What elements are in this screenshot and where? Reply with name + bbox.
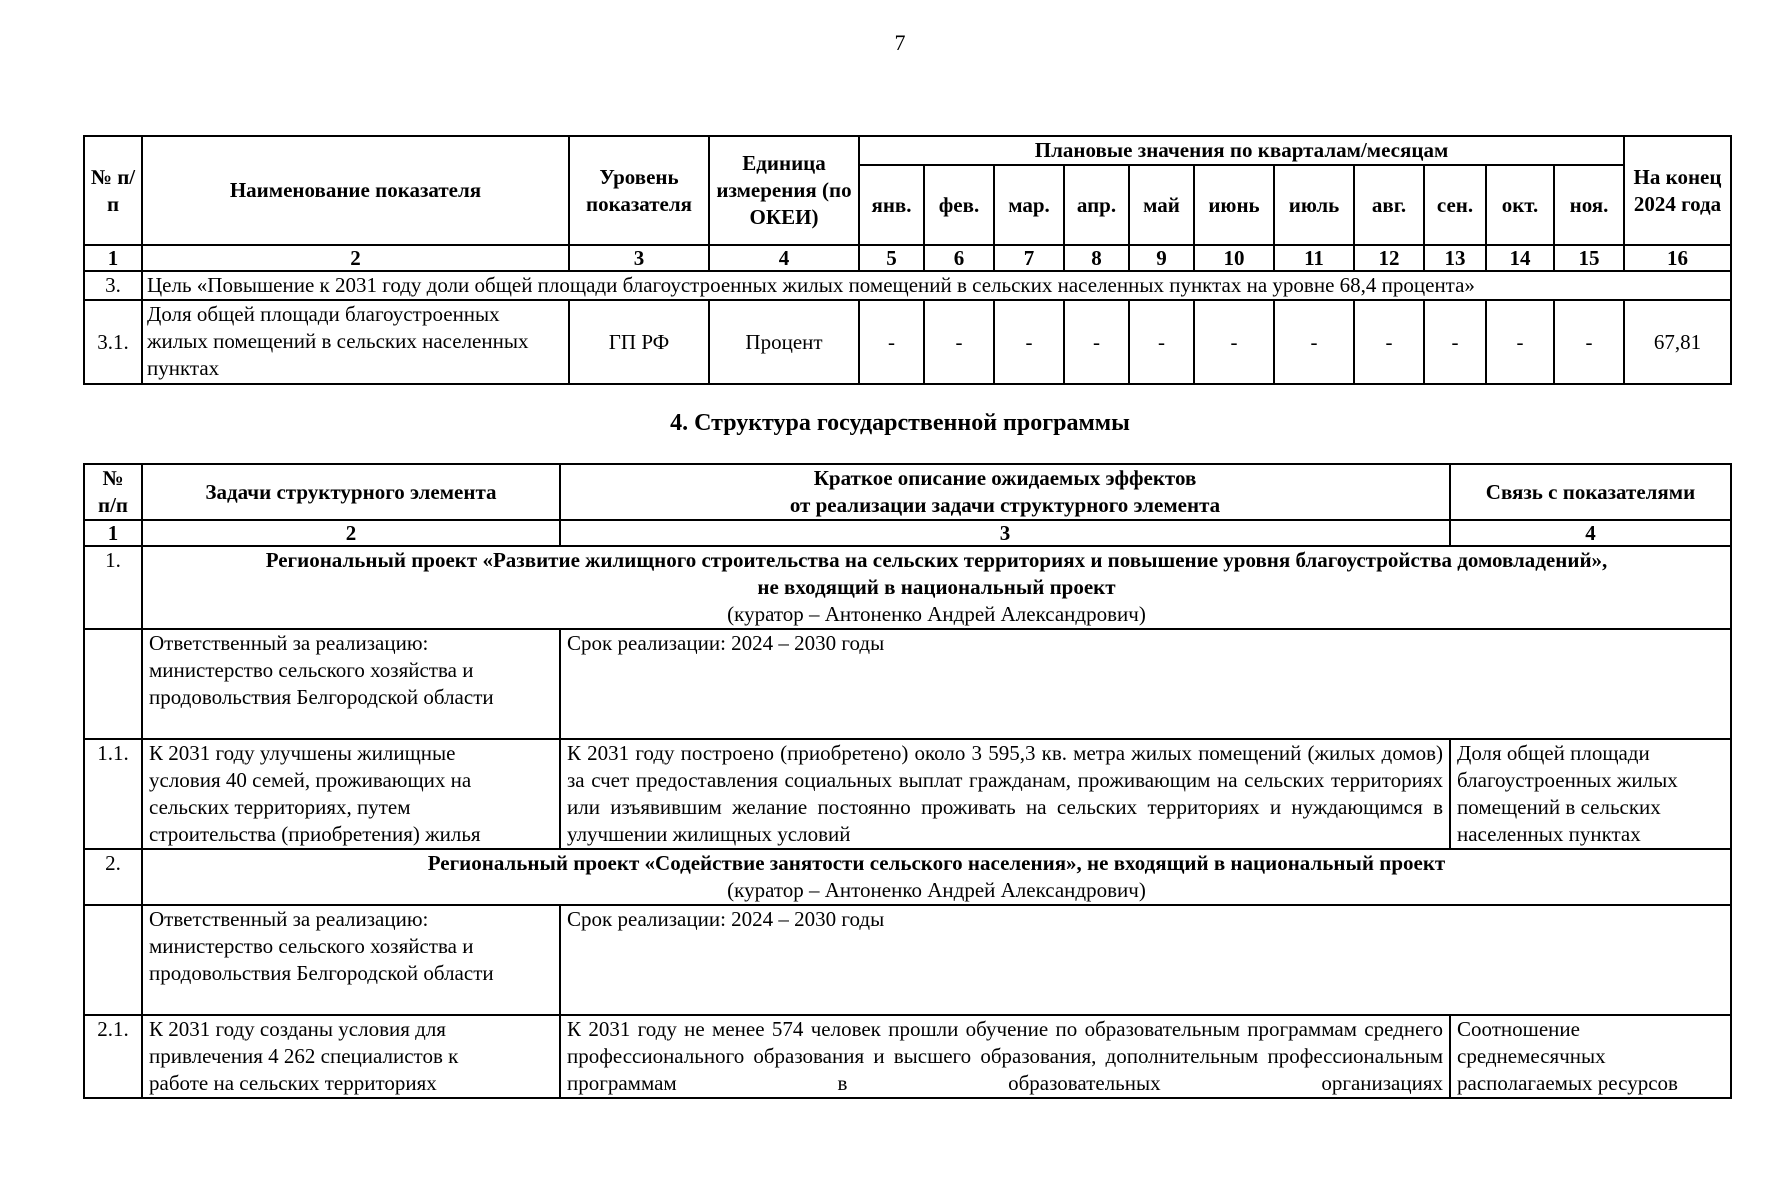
- task-link: Соотношение среднемесячных располагаемых ресурсов: [1450, 1015, 1731, 1098]
- column-number: 8: [1064, 245, 1129, 271]
- column-number: 3: [560, 520, 1450, 546]
- header-month: июль: [1274, 165, 1354, 245]
- indicator-month-value: -: [1424, 300, 1486, 384]
- column-number: 13: [1424, 245, 1486, 271]
- column-number: 1: [84, 245, 142, 271]
- project-term: Срок реализации: 2024 – 2030 годы: [560, 629, 1731, 739]
- header-month: мар.: [994, 165, 1064, 245]
- column-number: 1: [84, 520, 142, 546]
- structure-table: [83, 463, 1732, 1099]
- project-title-cell: [142, 849, 1731, 905]
- indicator-month-value: -: [1274, 300, 1354, 384]
- header-planned: Плановые значения по кварталам/месяцам: [859, 136, 1624, 165]
- header-month: фев.: [924, 165, 994, 245]
- empty-cell: [84, 629, 142, 739]
- indicator-month-value: -: [1554, 300, 1624, 384]
- empty-cell: [84, 905, 142, 1015]
- column-number: 11: [1274, 245, 1354, 271]
- header-effects-line2: от реализации задачи структурного элемента: [789, 493, 1221, 517]
- header-month: янв.: [859, 165, 924, 245]
- indicators-table: [83, 135, 1732, 385]
- indicator-month-value: -: [1194, 300, 1274, 384]
- indicator-name: Доля общей площади благоустроенных жилых помещений в сельских населенных пунктах: [142, 300, 569, 384]
- column-number: 14: [1486, 245, 1554, 271]
- indicator-month-value: -: [924, 300, 994, 384]
- column-number: 4: [1450, 520, 1731, 546]
- header-month: апр.: [1064, 165, 1129, 245]
- column-number: 16: [1624, 245, 1731, 271]
- column-number: 9: [1129, 245, 1194, 271]
- goal-num: 3.: [84, 271, 142, 300]
- header-level: Уровень показателя: [569, 136, 709, 245]
- page-number: 7: [894, 30, 906, 55]
- goal-text: Цель «Повышение к 2031 году доли общей площади благоустроенных жилых помещений в сельских населенных пунктах на уровне 68,4 процента»: [142, 271, 1731, 300]
- indicator-month-value: -: [1129, 300, 1194, 384]
- header-month: окт.: [1486, 165, 1554, 245]
- task-text: К 2031 году созданы условия для привлечения 4 262 специалистов к работе на сельских территориях: [142, 1015, 560, 1098]
- column-number: 15: [1554, 245, 1624, 271]
- header-month: июнь: [1194, 165, 1274, 245]
- header-month: май: [1129, 165, 1194, 245]
- project-curator: (куратор – Антоненко Андрей Александрович): [727, 602, 1146, 626]
- project-curator: (куратор – Антоненко Андрей Александрович): [727, 878, 1146, 902]
- indicator-month-value: -: [994, 300, 1064, 384]
- project-num: 1.: [84, 546, 142, 629]
- header-effects: [560, 464, 1450, 520]
- task-link: Доля общей площади благоустроенных жилых помещений в сельских населенных пунктах: [1450, 739, 1731, 849]
- project-term: Срок реализации: 2024 – 2030 годы: [560, 905, 1731, 1015]
- column-number: 12: [1354, 245, 1424, 271]
- indicator-month-value: -: [1354, 300, 1424, 384]
- project-responsible: Ответственный за реализацию: министерство сельского хозяйства и продовольствия Белгородской области: [142, 629, 560, 739]
- indicator-end-year-value: 67,81: [1624, 300, 1731, 384]
- header-link: Связь с показателями: [1450, 464, 1731, 520]
- indicator-level: ГП РФ: [569, 300, 709, 384]
- header-effects-line1: Краткое описание ожидаемых эффектов: [813, 466, 1197, 490]
- task-effect: К 2031 году не менее 574 человек прошли обучение по образовательным программам среднего профессионального образования и высшего образования, дополнительным профессиональным программам в образовательных организациях: [560, 1015, 1450, 1098]
- column-number: 7: [994, 245, 1064, 271]
- section-title: 4. Структура государственной программы: [670, 410, 1130, 436]
- column-number: 2: [142, 245, 569, 271]
- column-number: 5: [859, 245, 924, 271]
- column-number: 4: [709, 245, 859, 271]
- project-responsible: Ответственный за реализацию: министерство сельского хозяйства и продовольствия Белгородской области: [142, 905, 560, 1015]
- header-end-year: На конец 2024 года: [1624, 136, 1731, 245]
- project-title-line1: Региональный проект «Содействие занятости сельского населения», не входящий в национальный проект: [427, 851, 1446, 875]
- task-num: 1.1.: [84, 739, 142, 849]
- indicator-month-value: -: [1064, 300, 1129, 384]
- indicator-month-value: -: [1486, 300, 1554, 384]
- header-num: № п/п: [84, 464, 142, 520]
- header-name: Наименование показателя: [142, 136, 569, 245]
- header-month: сен.: [1424, 165, 1486, 245]
- project-title-cell: [142, 546, 1731, 629]
- task-effect: К 2031 году построено (приобретено) около 3 595,3 кв. метра жилых помещений (жилых домов) за счет предоставления социальных выплат гражданам, проживающим на сельских территориях или изъявившим желание постоянно проживать на сельских территориях и нуждающимся в улучшении жилищных условий: [560, 739, 1450, 849]
- task-num: 2.1.: [84, 1015, 142, 1098]
- project-num: 2.: [84, 849, 142, 905]
- header-num: № п/п: [84, 136, 142, 245]
- header-month: авг.: [1354, 165, 1424, 245]
- column-number: 3: [569, 245, 709, 271]
- header-unit: Единица измерения (по ОКЕИ): [709, 136, 859, 245]
- project-title-line2: не входящий в национальный проект: [757, 575, 1116, 599]
- task-text: К 2031 году улучшены жилищные условия 40 семей, проживающих на сельских территориях, путем строительства (приобретения) жилья: [142, 739, 560, 849]
- project-title-line1: Региональный проект «Развитие жилищного строительства на сельских территориях и повышение уровня благоустройства домовладений»,: [265, 548, 1608, 572]
- column-number: 2: [142, 520, 560, 546]
- header-month: ноя.: [1554, 165, 1624, 245]
- indicator-num: 3.1.: [84, 300, 142, 384]
- header-tasks: Задачи структурного элемента: [142, 464, 560, 520]
- indicator-month-value: -: [859, 300, 924, 384]
- indicator-unit: Процент: [709, 300, 859, 384]
- column-number: 6: [924, 245, 994, 271]
- column-number: 10: [1194, 245, 1274, 271]
